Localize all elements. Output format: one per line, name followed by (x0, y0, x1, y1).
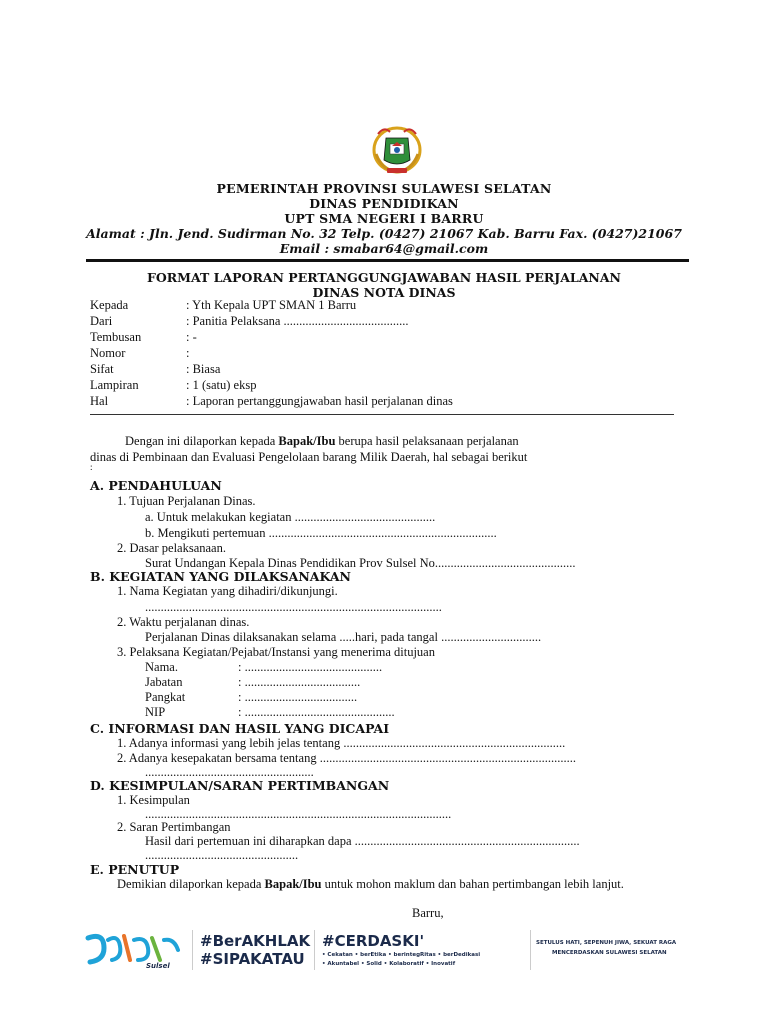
section-e-title: E. PENUTUP (90, 862, 180, 877)
section-a-item1a: a. Untuk melakukan kegiatan ............................................. (145, 510, 436, 524)
memo-details: Kepada : Yth Kepala UPT SMAN 1 Barru Dari : Panitia Pelaksana ........................................ Tembusan : - Nomor : Sifat : Biasa Lampiran : 1 (satu) eksp Hal : Laporan pertanggungjawaban hasil perjalanan dinas (90, 298, 453, 408)
footer-banner (84, 926, 714, 974)
header-school: UPT SMA NEGERI I BARRU (284, 211, 484, 226)
memo-divider (90, 414, 674, 415)
section-d-item1-dots: .................................................................................................. (145, 807, 452, 821)
intro-paragraph-line2: dinas di Pembinaan dan Evaluasi Pengelolaan barang Milik Daerah, hal sebagai berikut (90, 450, 528, 464)
footer-motto-line2: MENCERDASKAN SULAWESI SELATAN (552, 950, 667, 956)
footer-motto-line1: SETULUS HATI, SEPENUH JIWA, SEKUAT RAGA (536, 940, 677, 946)
section-b-item1: 1. Nama Kegiatan yang dihadiri/dikunjungi. (117, 584, 338, 598)
section-b-item1-dots: ............................................................................................... (145, 600, 442, 614)
footer-tag-berakhlak: #BerAKHLAK (200, 932, 311, 950)
intro-paragraph-colon: : (90, 462, 93, 472)
footer-separator-3 (530, 930, 531, 970)
section-b-field-pangkat: Pangkat : .................................... (145, 690, 358, 704)
section-b-item2: 2. Waktu perjalanan dinas. (117, 615, 250, 629)
section-b-item3: 3. Pelaksana Kegiatan/Pejabat/Instansi yang menerima ditujuan (117, 645, 435, 659)
footer-tag-sipakatau: #SIPAKATAU (200, 950, 305, 968)
document-title-line1: FORMAT LAPORAN PERTANGGUNGJAWABAN HASIL PERJALANAN (147, 270, 621, 285)
section-c-title: C. INFORMASI DAN HASIL YANG DICAPAI (90, 721, 390, 736)
section-a-item1b: b. Mengikuti pertemuan ......................................................................... (145, 526, 497, 540)
section-a-item1: 1. Tujuan Perjalanan Dinas. (117, 494, 256, 508)
footer-values-line1: • Cekatan • berEtika • berintegRitas • berDedikasi (322, 952, 481, 958)
section-c-item2-dots: ...................................................... (145, 765, 314, 779)
document-title-line2: DINAS NOTA DINAS (312, 285, 456, 300)
section-a-item2a: Surat Undangan Kepala Dinas Pendidikan Prov Sulsel No............................................. (145, 556, 576, 570)
footer-brand-text: Sulsel (146, 962, 170, 970)
footer-tag-cerdaski: #CERDASKI' (322, 932, 425, 950)
section-d-item2a: Hasil dari pertemuan ini diharapkan dapa ........................................................................ (145, 834, 580, 848)
header-government: PEMERINTAH PROVINSI SULAWESI SELATAN (216, 181, 552, 196)
closing-place: Barru, (412, 906, 444, 920)
footer-separator-1 (192, 930, 193, 970)
section-a-title: A. PENDAHULUAN (90, 478, 222, 493)
footer-values-line2: • Akuntabel • Solid • Kolaboratif • Inovatif (322, 961, 456, 967)
province-emblem-logo (368, 120, 426, 178)
header-department: DINAS PENDIDIKAN (309, 196, 459, 211)
section-d-title: D. KESIMPULAN/SARAN PERTIMBANGAN (90, 778, 390, 793)
header-email: Email : smabar64@gmail.com (279, 241, 489, 256)
section-c-item2: 2. Adanya kesepakatan bersama tentang .................................................................................. (117, 751, 576, 765)
section-a-item2: 2. Dasar pelaksanaan. (117, 541, 226, 555)
section-b-field-jabatan: Jabatan : ..................................... (145, 675, 361, 689)
section-e-paragraph: Demikian dilaporkan kepada Bapak/Ibu untuk mohon maklum dan bahan pertimbangan lebih lanjut. (117, 877, 624, 891)
section-c-item1: 1. Adanya informasi yang lebih jelas tentang ....................................................................... (117, 736, 566, 750)
section-b-field-nip: NIP : ................................................ (145, 705, 395, 719)
intro-paragraph-line1: Dengan ini dilaporkan kepada Bapak/Ibu berupa hasil pelaksanaan perjalanan (125, 434, 519, 448)
header-address: Alamat : Jln. Jend. Sudirman No. 32 Telp. (0427) 21067 Kab. Barru Fax. (0427)21067 (86, 226, 682, 241)
section-d-item2: 2. Saran Pertimbangan (117, 820, 231, 834)
footer-separator-2 (314, 930, 315, 970)
section-d-item1: 1. Kesimpulan (117, 793, 190, 807)
section-b-title: B. KEGIATAN YANG DILAKSANAKAN (90, 569, 351, 584)
section-d-item2-dots: ................................................. (145, 848, 299, 862)
section-b-item2a: Perjalanan Dinas dilaksanakan selama .....hari, pada tangal ................................ (145, 630, 542, 644)
section-b-field-nama: Nama. : ............................................ (145, 660, 383, 674)
letterhead-rule (86, 259, 689, 262)
